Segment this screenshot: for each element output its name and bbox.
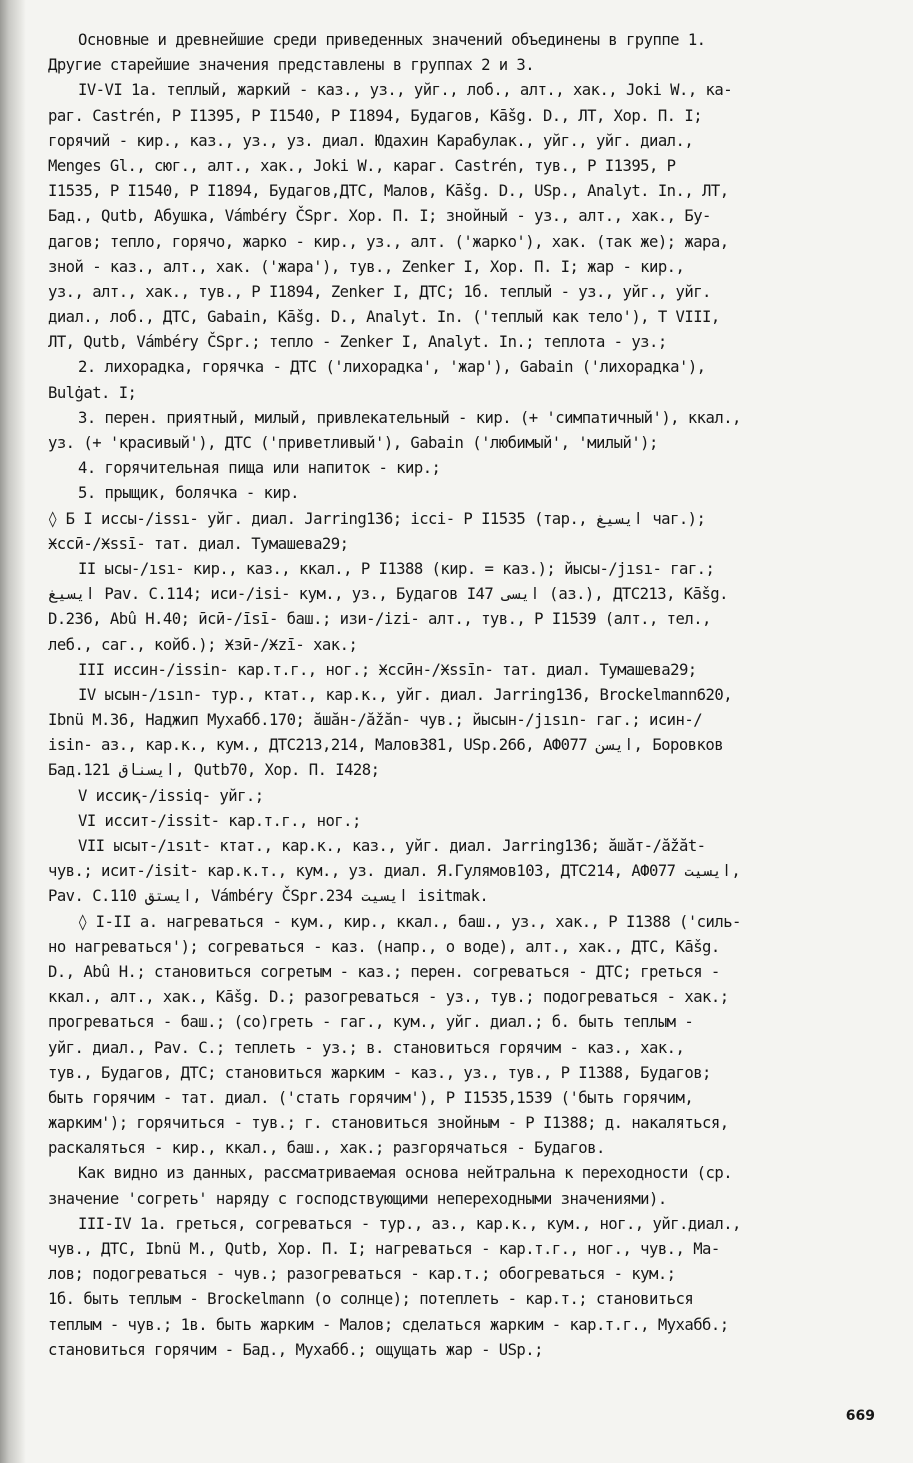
text-line: но нагреваться'); согреваться - каз. (напр., о воде), алт., хак., ДТС, Kāšg. xyxy=(48,937,720,956)
text-line: ЛТ, Qutb, Vámbéry ČSpr.; тепло - Zenker I, Analyt. In.; теплота - уз.; xyxy=(48,333,667,352)
text-line: раг. Castrén, Р I1395, Р I1540, Р I1894, Будагов, Kāšg. D., ЛТ, Хор. П. I; xyxy=(48,106,703,125)
text-line: теплым - чув.; 1в. быть жарким - Малов; сделаться жарким - кар.т.г., Мухабб.; xyxy=(48,1315,729,1334)
text-line: 1б. быть теплым - Brockelmann (о солнце); потеплеть - кар.т.; становиться xyxy=(48,1290,694,1309)
text-line: III-IV 1а. греться, согреваться - тур., аз., кар.к., кум., ног., уйг.диал., xyxy=(78,1214,741,1233)
text-line: уз. (+ 'красивый'), ДТС ('приветливый'), Gabain ('любимый', 'милый'); xyxy=(48,434,658,452)
text-line: быть горячим - тат. диал. ('стать горячим'), Р I1535,1539 ('быть горячим, xyxy=(48,1088,694,1107)
text-line: лов; подогреваться - чув.; разогреваться - кар.т.; обогреваться - кум.; xyxy=(48,1265,676,1284)
text-line: Bulġat. I; xyxy=(48,383,137,402)
text-line: становиться горячим - Бад., Мухабб.; ощущать жар - USp.; xyxy=(48,1340,543,1359)
text-line: 3. перен. приятный, милый, привлекательный - кир. (+ 'симпатичный'), ккал., xyxy=(78,408,741,427)
text-line: зной - каз., алт., хак. ('жара'), тув., Zenker I, Хор. П. I; жар - кир., xyxy=(48,257,685,276)
text-page xyxy=(48,28,886,1428)
text-line: Другие старейшие значения представлены в группах 2 и 3. xyxy=(48,56,535,75)
text-line: жарким'); горячиться - тув.; г. становиться знойным - Р I1388; д. накаляться, xyxy=(48,1114,729,1133)
page-number: 669 xyxy=(845,1408,875,1424)
text-line: горячий - кир., каз., уз., уз. диал. Юдахин Карабулак., уйг., уйг. диал., xyxy=(48,131,694,150)
text-line: уйг. диал., Pav. C.; теплеть - уз.; в. становиться горячим - каз., хак., xyxy=(48,1038,685,1057)
text-line: ккал., алт., хак., Kāšg. D.; разогреваться - уз., тув.; подогреваться - хак.; xyxy=(48,988,729,1007)
text-line: VI иссит-/issit- кар.т.г., ног.; xyxy=(78,811,361,830)
text-line: Ibnü M.36, Наджип Мухабб.170; ӑшӑн-/ăžăn- чув.; йысын-/jısın- гаг.; исин-/ xyxy=(48,711,703,730)
text-line: 2. лихорадка, горячка - ДТС ('лихорадка', 'жар'), Gabain ('лихорадка'), xyxy=(78,358,706,377)
text-line: III иссин-/issin- кар.т.г., ног.; Ӿссӣн-/Ӿssīn- тат. диал. Тумашева29; xyxy=(78,660,697,679)
text-line: Как видно из данных, рассматриваемая основа нейтральна к переходности (ср. xyxy=(78,1164,733,1183)
text-line: D.236, Abû H.40; ӣсӣ-/īsī- баш.; изи-/izi- алт., тув., Р I1539 (алт., тел., xyxy=(48,610,711,629)
text-line: IV ысын-/ısın- тур., ктат., кар.к., уйг. диал. Jarring136, Brockelmann620, xyxy=(78,685,733,704)
text-line: Pav. C.110 ایستق, Vámbéry ČSpr.234 ایسیت isitmak. xyxy=(48,887,489,906)
text-line: уз., алт., хак., тув., Р I1894, Zenker I, ДТС; 1б. теплый - уз., уйг., уйг. xyxy=(48,282,711,301)
text-line: дагов; тепло, горячо, жарко - кир., уз., алт. ('жарко'), хак. (так же); жара, xyxy=(48,232,729,251)
text-line: IV-VI 1а. теплый, жаркий - каз., уз., уйг., лоб., алт., хак., Joki W., ка- xyxy=(78,81,733,100)
text-line: Основные и древнейшие среди приведенных значений объединены в группе 1. xyxy=(78,31,706,49)
text-line: D., Abû H.; становиться согретым - каз.; перен. согреваться - ДТС; греться - xyxy=(48,962,720,981)
text-line: I1535, Р I1540, Р I1894, Будагов,ДТС, Малов, Kāšg. D., USp., Analyt. In., ЛТ, xyxy=(48,182,729,201)
text-line: чув., ДТС, Ibnü M., Qutb, Хор. П. I; нагреваться - кар.т.г., ног., чув., Ма- xyxy=(48,1240,720,1258)
text-line: V иссиқ-/issiq- уйг.; xyxy=(78,786,264,805)
text-line: isin- аз., кар.к., кум., ДТС213,214, Малов381, USp.266, АФ077 ایسن, Боровков xyxy=(48,736,724,755)
text-line: значение 'согреть' наряду с господствующими непереходными значениями). xyxy=(48,1189,667,1208)
text-line: прогреваться - баш.; (со)греть - гаг., кум., уйг. диал.; б. быть теплым - xyxy=(48,1013,694,1032)
text-line: VII ысыт-/ısıt- ктат., кар.к., каз., уйг. диал. Jarring136; ӑшӑт-/ăžăt- xyxy=(78,837,706,855)
book-spine-shadow xyxy=(0,0,26,1463)
text-line: Бад., Qutb, Абушка, Vámbéry ČSpr. Хор. П. I; знойный - уз., алт., хак., Бу- xyxy=(48,207,711,226)
text-line: 4. горячительная пища или напиток - кир.; xyxy=(78,459,441,478)
text-line: ◊ Б I иссы-/issı- уйг. диал. Jarring136; icci- Р I1535 (тар., ایسیغ чаг.); xyxy=(48,509,706,528)
text-line: тув., Будагов, ДТС; становиться жарким - каз., уз., тув., Р I1388, Будагов; xyxy=(48,1063,711,1082)
text-line: 5. прыщик, болячка - кир. xyxy=(78,484,299,503)
text-line: чув.; исит-/isit- кар.к.т., кум., уз. диал. Я.Гулямов103, ДТС214, АФ077 ایسیت, xyxy=(48,862,741,881)
text-line: II ысы-/ısı- кир., каз., ккал., Р I1388 (кир. = каз.); йысы-/jısı- гаг.; xyxy=(78,559,715,578)
text-line: ◊ I-II а. нагреваться - кум., кир., ккал., баш., уз., хак., Р I1388 ('силь- xyxy=(78,912,741,931)
text-line: Бад.121 ایسناق, Qutb70, Хор. П. I428; xyxy=(48,761,380,780)
text-line: Ӿссӣ-/Ӿssī- тат. диал. Тумашева29; xyxy=(48,534,349,553)
text-line: Menges Gl., сюг., алт., хак., Joki W., караг. Castrén, тув., Р I1395, Р xyxy=(48,156,676,175)
text-line: раскаляться - кир., ккал., баш., хак.; разгорячаться - Будагов. xyxy=(48,1139,605,1158)
text-line: ایسیغ Pav. C.114; иси-/isi- кум., уз., Будагов I47 ایسی (аз.), ДТС213, Kāšg. xyxy=(48,585,728,604)
text-line: диал., лоб., ДТС, Gabain, Kāšg. D., Analyt. In. ('теплый как тело'), Т VIII, xyxy=(48,308,720,327)
text-line: леб., саг., койб.); Ӿзӣ-/Ӿzī- хак.; xyxy=(48,635,358,654)
